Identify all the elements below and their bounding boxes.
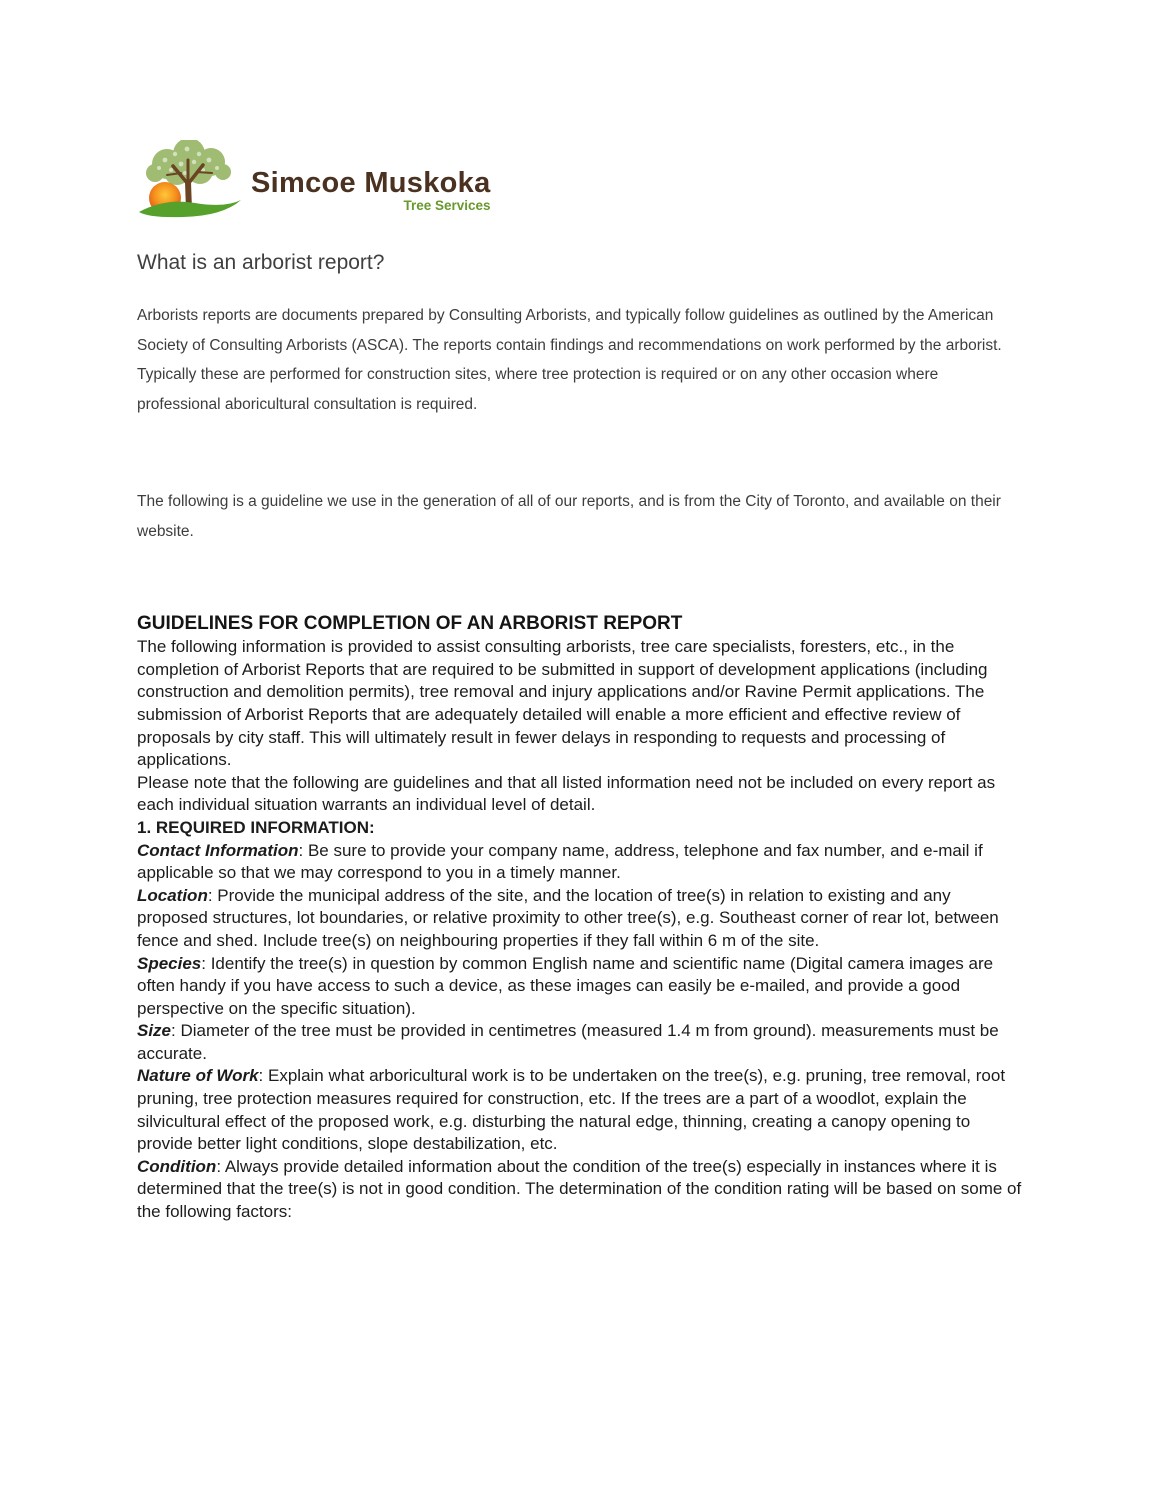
guideline-text: : Diameter of the tree must be provided in centimetres (measured 1.4 m from ground). measurements must be accurate. xyxy=(137,1021,999,1063)
guideline-term: Size xyxy=(137,1021,172,1041)
guideline-text: : Be sure to provide your company name, address, telephone and fax number, and e-mail if applicable so that we may correspond to you in a timely manner. xyxy=(137,840,983,883)
guideline-item-location xyxy=(137,885,1025,953)
guideline-term: Condition xyxy=(137,1156,217,1176)
guideline-item-condition xyxy=(137,1156,1025,1224)
guideline-text: : Provide the municipal address of the site, and the location of tree(s) in relation to existing and any proposed structures, lot boundaries, or relative proximity to other tree(s), e.g. Southeast corner of rear lot, between fence and shed. Include tree(s) on neighbouring properties if they fall within 6 m of the site. xyxy=(137,885,999,950)
tree-sun-logo-icon xyxy=(137,140,245,220)
guideline-item-contact xyxy=(137,840,1025,885)
guideline-term: Location xyxy=(137,885,208,905)
guideline-term: Species xyxy=(137,953,202,973)
guidelines-paragraph-1: The following information is provided to assist consulting arborists, tree care specialists, foresters, etc., in the completion of Arborist Reports that are required to be submitted in support of development applications (including construction and demolition permits), tree removal and injury applications and/or Ravine Permit applications. The submission of Arborist Reports that are adequately detailed will enable a more efficient and effective review of proposals by city staff. This will ultimately result in fewer delays in responding to requests and processing of applications. xyxy=(137,637,988,770)
required-information-heading: 1. REQUIRED INFORMATION: xyxy=(137,817,375,837)
intro-paragraph-1: Arborists reports are documents prepared by Consulting Arborists, and typically follow guidelines as outlined by the American Society of Consulting Arborists (ASCA). The reports contain findings and recommendations on work performed by the arborist. Typically these are performed for construction sites, where tree protection is required or on any other occasion where professional aboricultural consultation is required. xyxy=(137,307,1002,413)
guidelines-paragraph-2: Please note that the following are guidelines and that all listed information need not be included on every report as each individual situation warrants an individual level of detail. xyxy=(137,772,996,815)
guideline-term: Nature of Work xyxy=(137,1066,259,1086)
intro-heading: What is an arborist report? xyxy=(137,251,385,274)
guidelines-heading: GUIDELINES FOR COMPLETION OF AN ARBORIST REPORT xyxy=(137,613,683,635)
guideline-text: : Always provide detailed information about the condition of the tree(s) especially in instances where it is determined that the tree(s) is not in good condition. The determination of the condition rating will be based on some of the following factors: xyxy=(137,1156,1022,1222)
company-logo xyxy=(137,140,1022,220)
guideline-item-size xyxy=(137,1020,1025,1065)
brand-tagline: Tree Services xyxy=(403,198,491,214)
guideline-term: Contact Information xyxy=(137,840,299,860)
guideline-text: : Explain what arboricultural work is to be undertaken on the tree(s), e.g. pruning, tree removal, root pruning, tree protection measures required for construction, etc. If the trees are a part of a woodlot, explain the silvicultural effect of the proposed work, e.g. disturbing the natural edge, thinning, creating a canopy opening to provide better light conditions, slope destabilization, etc. xyxy=(137,1066,1006,1154)
guidelines-section xyxy=(137,612,1025,1223)
guideline-item-species xyxy=(137,953,1025,1021)
brand-name: Simcoe Muskoka xyxy=(251,167,491,200)
logo-text xyxy=(251,169,491,220)
guideline-text: : Identify the tree(s) in question by common English name and scientific name (Digital camera images are often handy if you have access to such a device, as these images can easily be e-mailed, and provide a good perspective on the specific situation). xyxy=(137,953,994,1018)
guideline-item-nature-of-work xyxy=(137,1065,1025,1155)
intro-paragraph-2: The following is a guideline we use in the generation of all of our reports, and is from the City of Toronto, and available on their website. xyxy=(137,493,1001,540)
